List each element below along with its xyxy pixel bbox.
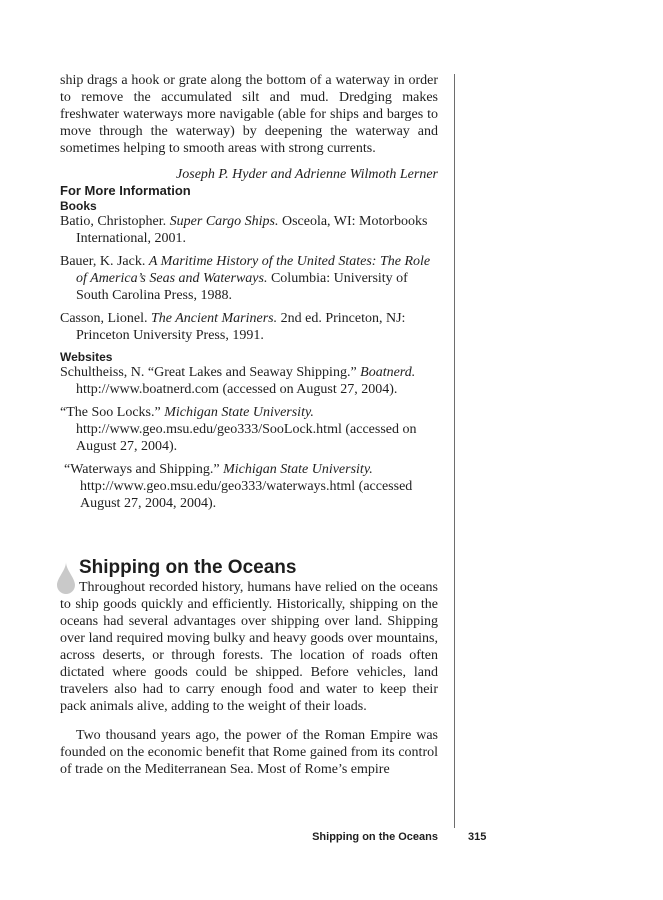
book-reference: Casson, Lionel. The Ancient Mariners. 2nd ed. Princeton, NJ: Princeton University Press, 1991. [60,311,406,343]
body-paragraph: Two thousand years ago, the power of the Roman Empire was founded on the economic benefit that Rome gained from its control of trade on the Mediterranean Sea. Most of Rome’s empire [60,728,438,777]
books-heading: Books [60,199,97,213]
website-reference: Schultheiss, N. “Great Lakes and Seaway Shipping.” Boatnerd. http://www.boatnerd.com (accessed on August 27, 2004). [60,365,416,397]
author-attribution: Joseph P. Hyder and Adrienne Wilmoth Lerner [176,167,438,182]
website-reference: “The Soo Locks.” Michigan State University. http://www.geo.msu.edu/geo333/SooLock.html (accessed on August 27, 2004). [60,405,417,454]
more-info-heading: For More Information [60,183,191,198]
website-reference: “Waterways and Shipping.” Michigan State University. http://www.geo.msu.edu/geo333/waterways.html (accessed August 27, 2004, 2004). [64,462,413,511]
page-number: 315 [468,831,487,843]
book-reference: Batio, Christopher. Super Cargo Ships. Osceola, WI: Motorbooks International, 2001. [60,214,428,246]
websites-heading: Websites [60,350,113,364]
section-heading: Shipping on the Oceans [79,557,297,578]
column-divider-rule [454,74,455,828]
body-paragraph: Throughout recorded history, humans have relied on the oceans to ship goods quickly and efficiently. Historically, shipping on the oceans had several advantages over shipping over land. Shipping over land required moving bulky and heavy goods over mountains, across deserts, or through forests. The location of roads often dictated where goods could be shipped. Before vehicles, land travelers also had to carry enough food and water to keep their pack animals alive, adding to the weight of their loads. [60,580,438,714]
intro-paragraph: ship drags a hook or grate along the bottom of a waterway in order to remove the accumulated silt and mud. Dredging makes freshwater waterways more navigable (able for ships and barges to move through the waterway) by deepening the waterway and sometimes helping to smooth areas with strong currents. [60,73,438,156]
main-column [60,72,438,778]
book-reference: Bauer, K. Jack. A Maritime History of the United States: The Role of America’s Seas and Waterways. Columbia: University of South Carolina Press, 1988. [60,254,431,303]
running-footer-title: Shipping on the Oceans [312,831,438,843]
water-drop-icon [57,562,75,594]
section-shipping-on-oceans [60,557,438,778]
